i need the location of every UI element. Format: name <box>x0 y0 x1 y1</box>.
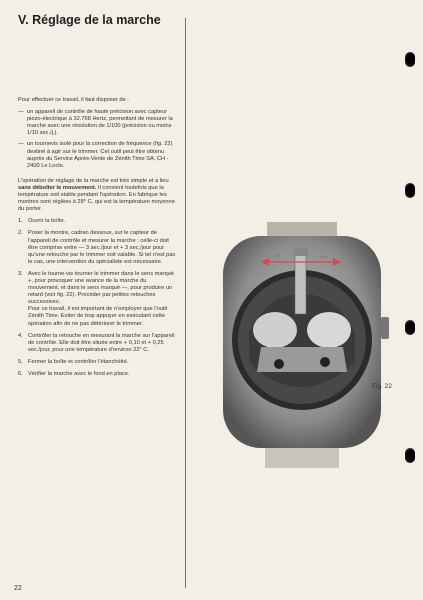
step-item: 1. Ouvrir la boîte. <box>18 218 66 225</box>
crown <box>381 317 389 339</box>
binder-hole <box>405 183 415 198</box>
step-item: 4. Contrôler la retouche en mesurant la marche sur l'appareil de contrôle. Elle doit être située entre + 0,10 et + 0,25 sec./jour, pour une température d'environ 22° C. <box>18 332 175 353</box>
steps-list <box>18 218 178 378</box>
page-number: 22 <box>14 585 22 592</box>
intro-text: Pour effectuer ce travail, il faut disposer de : <box>18 97 129 103</box>
circuit-plate <box>257 347 347 372</box>
screwdriver-handle <box>293 248 308 256</box>
binder-hole <box>405 320 415 335</box>
minus-mark: — <box>319 251 328 261</box>
section-title: V. Réglage de la marche <box>18 13 161 27</box>
watch-movement-photo <box>209 222 395 468</box>
plus-mark: + <box>275 251 281 261</box>
battery-right <box>307 312 351 348</box>
step-item: 3. Avec le tourne-vis tourner le trimmer dans le sens marqué +, pour provoquer une avance de la marche du mouvement, et dans le sens marqué —, pour produire un retard (voir fig. 22). Procéder par petites retouches successives. Pour ce travail, il est important de n'employer que l'outil Zénith Time. Eviter de trop appuyer en exécutant cette opération afin de ne pas détériorer le trimmer. <box>18 270 174 327</box>
requirement-item: — un appareil de contrôle de haute précision avec capteur piezo-électrique à 32.768 Hertz, permettant de mesurer la marche avec une résolution de 1/100 (précision ou moins 1/10 sec./j.). <box>18 109 173 137</box>
step-item: 2. Poser la montre, cadran dessous, sur le capteur de l'appareil de contrôle et mesurer la marche ; celle-ci doit être comprise entre — 3 sec./jour et + 3 sec./jour pour qu'une retouche par le trimmer soit valable. Si tel n'est pas le cas, une intervention du spécialiste est nécessaire. <box>18 230 176 265</box>
battery-left <box>253 312 297 348</box>
margin-rule <box>185 18 186 588</box>
screwdriver-shaft <box>295 252 306 314</box>
figure-caption: Fig. 22 <box>372 383 392 390</box>
step-item: 6. Vérifier la marche avec le fond en place. <box>18 371 130 377</box>
requirements-list <box>18 109 178 170</box>
binder-hole <box>405 448 415 463</box>
overview-paragraph: L'opération de réglage de la marche est très simple et a lieu sans déboîter le mouvement. Il convient toutefois que la température soit stable pendant l'opération. En fabrique les montres sont réglées à 28° C, qui est la température moyenne du porter. <box>18 177 175 213</box>
bold-emphasis: sans déboîter le mouvement. <box>18 184 97 191</box>
requirement-item: — un tournevis isolé pour la correction de fréquence (fig. 22) destiné à agir sur le trimmer. Cet outil peut être obtenu auprès du Service Après-Vente de Zénith Time SA, CH - 2400 Le Locle. <box>18 141 173 169</box>
binder-hole <box>405 52 415 67</box>
body-text <box>18 97 178 383</box>
step-item: 5. Fermer la boîte et contrôler l'étanchéité. <box>18 358 129 365</box>
